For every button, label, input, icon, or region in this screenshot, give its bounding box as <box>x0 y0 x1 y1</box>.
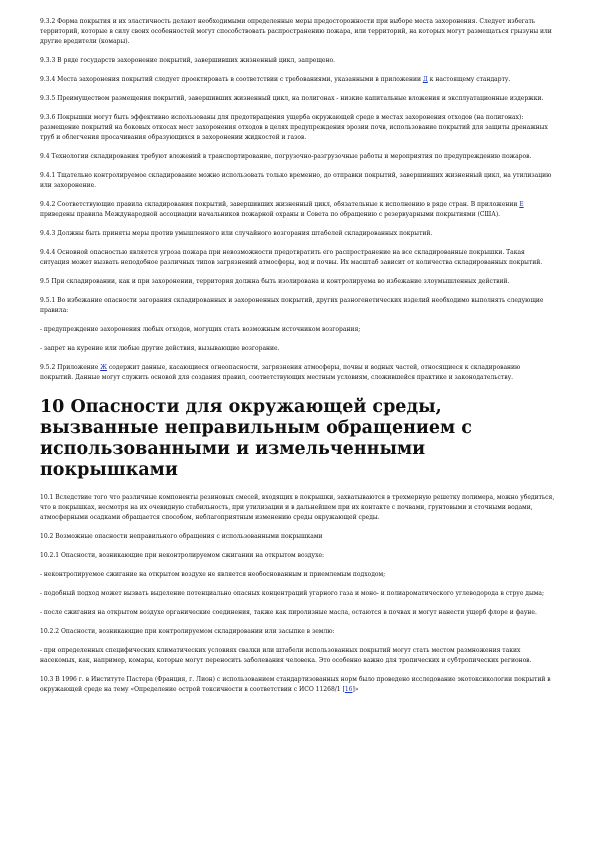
paragraph <box>40 248 555 268</box>
paragraphs-bottom <box>40 493 555 695</box>
paragraph-text: - после сжигания на открытом воздухе органические соединения, также как пиролизные масла, остаются в почвах и могут нанести ущерб флоре и фауне. <box>40 609 537 616</box>
paragraph-text: 10.2 Возможные опасности неправильного обращения с использованными покрышками <box>40 533 323 540</box>
paragraph-text: - при определенных специфических климатических условиях свалки или штабели использованных покрытий могут стать местом размножения таких насекомых, как, например, комары, которые могут переносить заболевания человека. Это особенно важно для тропических и субтропических регионов. <box>40 647 532 664</box>
paragraph-text: 9.3.2 Форма покрытия и их эластичность делают необходимыми определенные меры предосторожности при выборе места захоронения. Следует избегать территорий, которые в силу своих особенностей могут способствовать распространению пожара, или территорий, на которых могут размещаться грызуны или другие вредители (комары). <box>40 18 552 45</box>
paragraph-text: - запрет на курение или любые другие действия, вызывающие возгорание. <box>40 345 280 352</box>
paragraph <box>40 17 555 47</box>
paragraph-text: 9.4.2 Соответствующие правила складирования покрытий, завершивших жизненный цикл, обязательные к исполнению в ряде стран. В приложении <box>40 201 520 208</box>
paragraph <box>40 56 555 66</box>
paragraph-text: 9.5.2 Приложение <box>40 364 101 371</box>
paragraph <box>40 325 555 335</box>
paragraph-text: 9.3.3 В ряде государств захоронение покрытий, завершивших жизненный цикл, запрещено. <box>40 57 335 64</box>
reference-link[interactable]: Ж <box>100 364 107 371</box>
paragraph <box>40 296 555 316</box>
paragraph-text: 10.2.1 Опасности, возникающие при неконтролируемом сжигании на открытом воздухе: <box>40 552 325 559</box>
paragraph <box>40 570 555 580</box>
paragraph <box>40 675 555 695</box>
paragraphs-top <box>40 17 555 383</box>
paragraph <box>40 229 555 239</box>
paragraph <box>40 532 555 542</box>
paragraph <box>40 152 555 162</box>
paragraph <box>40 200 555 220</box>
paragraph-text: 9.4.1 Тщательно контролируемое складирование можно использовать только временно, до отправки покрытий, завершивших жизненный цикл, на утилизацию или захоронение. <box>40 172 552 189</box>
paragraph <box>40 94 555 104</box>
paragraph-text: 9.4.4 Основной опасностью является угроза пожара при невозможности предотвратить его распространение на все складированные покрышки. Такая ситуация может вызвать неподобное различных типов загрязнений атмосферы, вод и почвы. Их масштаб зависит от количества складированных покрытий. <box>40 249 543 266</box>
paragraph-text: - предупреждение захоронения любых отходов, могущих стать возможным источником возгорания; <box>40 326 361 333</box>
section-title: 10 Опасности для окружающей среды, вызванные неправильным обращением с использованными и измельченными покрышками <box>40 397 472 480</box>
paragraph-text: 9.3.5 Преимуществом размещения покрытий, завершивших жизненный цикл, на полигонах - низкие капитальные вложения и эксплуатационные издержки. <box>40 95 544 102</box>
reference-link[interactable]: Е <box>519 201 524 208</box>
paragraph <box>40 608 555 618</box>
paragraph <box>40 75 555 85</box>
paragraph <box>40 363 555 383</box>
paragraph-text: 9.4.3 Должны быть приняты меры против умышленного или случайного возгорания штабелей складированных покрытий. <box>40 230 433 237</box>
paragraph-text-after: содержит данные, касающиеся огнеопасности, загрязнения атмосферы, почвы и водных частей, относящиеся к складированию покрытий. Данные могут служить основой для создания правил, соответствующих местным условиям, сложившейся практике и законодательству. <box>40 364 521 381</box>
paragraph-text: - неконтролируемое сжигание на открытом воздухе не является необоснованным и приемлемым подходом; <box>40 571 386 578</box>
paragraph <box>40 627 555 637</box>
reference-link[interactable]: 16 <box>344 686 353 693</box>
paragraph <box>40 277 555 287</box>
paragraph-text-after: к настоящему стандарту. <box>427 76 511 83</box>
reference-link[interactable]: Д <box>422 76 428 83</box>
paragraph <box>40 171 555 191</box>
paragraph <box>40 113 555 143</box>
paragraph <box>40 646 555 666</box>
paragraph-text: 10.1 Вследствие того что различные компоненты резиновых смесей, входящих в покрышки, захватываются в трехмерную решетку полимера, можно убедиться, что в покрышках, несмотря на их очевидную стабильность, при утилизации и в дальнейшем при их контакте с почвами, грунтовыми и сточными водами, атмосферными осадками обращается способом, неблагоприятным изменению среды окружающей среды. <box>40 494 555 521</box>
paragraph <box>40 551 555 561</box>
paragraph-text-after: приведены правила Международной ассоциации начальников пожарной охраны и Совета по обращению с резервуарными покрытиями (США). <box>40 211 501 218</box>
paragraph <box>40 344 555 354</box>
paragraph-text: 9.5 При складировании, как и при захоронении, территория должна быть изолирована и контролируема во избежание злоумышленных действий. <box>40 278 510 285</box>
paragraph <box>40 589 555 599</box>
paragraph-text-after: ]» <box>352 686 359 693</box>
paragraph-text: 9.5.1 Во избежание опасности загорания складированных и захороненных покрытий, других разногенетических изделий необходимо выполнять следующие правила: <box>40 297 544 314</box>
paragraph-text: - подобный подход может вызвать выделение потенциально опасных концентраций угарного газа и моно- и полиароматического углеводорода в струе дыма; <box>40 590 545 597</box>
paragraph-text: 10.2.2 Опасности, возникающие при контролируемом складировании или засыпке в землю: <box>40 628 335 635</box>
paragraph-text: 9.3.6 Покрышки могут быть эффективно использованы для предотвращения ущерба окружающей среде в местах захоронения отходов (на полигонах): размещение покрытий на боковых откосах мест захоронения отходов в целях предупреждения эрозии почв, использование покрытий для защиты дренажных труб и облегчения просачивания образующихся в захоронении жидкостей и газов. <box>40 114 548 141</box>
paragraph-text: 9.4 Технологии складирования требуют вложений в транспортирование, погрузочно-разгрузочные работы и мероприятия по предупреждению пожаров. <box>40 153 532 160</box>
paragraph-text: 10.3 В 1996 г. в Институте Пастера (Франция, г. Лион) с использованием стандартизованных норм было проведено исследование экотоксикологии покрытий в окружающей среде на тему «Определение острой токсичности в соответствии с ИСО 11268/1 [ <box>40 676 551 693</box>
paragraph-text: 9.3.4 Места захоронения покрытий следует проектировать в соответствии с требованиями, указанными в приложении <box>40 76 423 83</box>
paragraph <box>40 493 555 523</box>
